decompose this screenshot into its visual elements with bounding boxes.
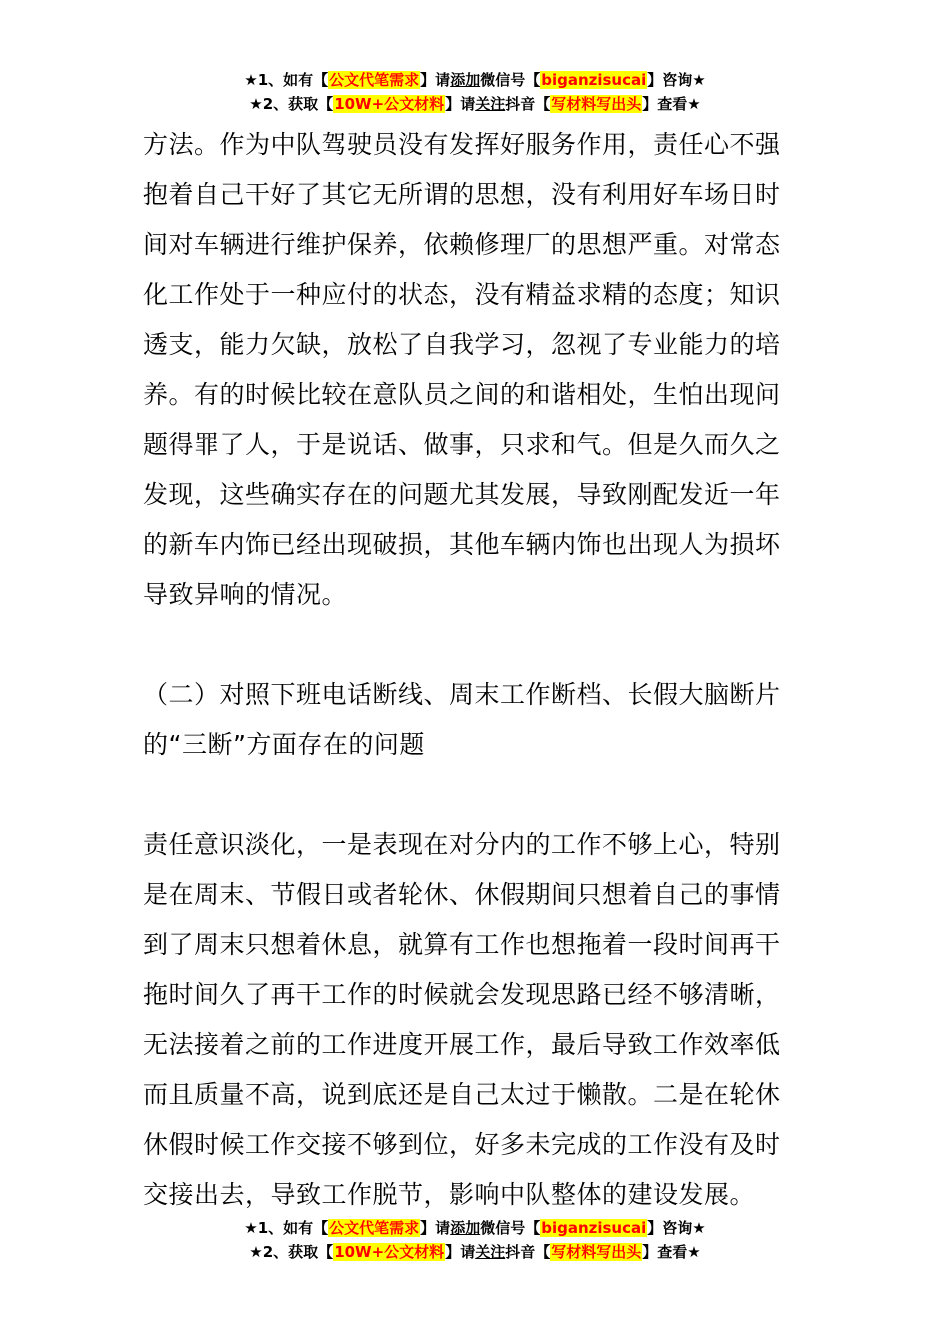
banner-underlined-text: 添加 bbox=[450, 71, 481, 89]
banner-line-1 bbox=[0, 1216, 950, 1240]
banner-text: ★1、如有【 bbox=[244, 1219, 329, 1237]
banner-highlight: 10W+公文材料 bbox=[334, 95, 445, 113]
paragraph-2 bbox=[143, 820, 813, 1220]
banner-text: 】请 bbox=[420, 1219, 451, 1237]
banner-underlined-text: 添加 bbox=[450, 1219, 481, 1237]
banner-text: 】咨询★ bbox=[647, 71, 706, 89]
banner-douyin-id: 写材料写出头 bbox=[551, 95, 642, 113]
text-line: 而且质量不高，说到底还是自己太过于懒散。二是在轮休 bbox=[143, 1080, 781, 1109]
text-line: 的新车内饰已经出现破损，其他车辆内饰也出现人为损坏 bbox=[143, 530, 781, 559]
text-line: 方法。作为中队驾驶员没有发挥好服务作用，责任心不强 bbox=[143, 130, 781, 159]
banner-wechat-id: biganzisucai bbox=[541, 71, 647, 89]
banner-text: 】请 bbox=[445, 95, 476, 113]
banner-wechat-id: biganzisucai bbox=[541, 1219, 647, 1237]
banner-text: 】查看★ bbox=[642, 95, 701, 113]
banner-underlined-text: 关注 bbox=[475, 95, 506, 113]
banner-text: 抖音【 bbox=[505, 1243, 551, 1261]
paragraph-spacer bbox=[143, 770, 813, 820]
heading-line: 的“三断”方面存在的问题 bbox=[143, 730, 425, 759]
footer-banner bbox=[0, 1216, 950, 1264]
banner-line-1 bbox=[0, 68, 950, 92]
section-heading bbox=[143, 670, 813, 770]
text-line: 题得罪了人，于是说话、做事，只求和气。但是久而久之 bbox=[143, 430, 781, 459]
text-line: 是在周末、节假日或者轮休、休假期间只想着自己的事情 bbox=[143, 880, 781, 909]
banner-text: 】请 bbox=[445, 1243, 476, 1261]
banner-highlight: 10W+公文材料 bbox=[334, 1243, 445, 1261]
text-line: 化工作处于一种应付的状态，没有精益求精的态度；知识 bbox=[143, 280, 781, 309]
banner-text: 微信号【 bbox=[480, 71, 541, 89]
text-line: 导致异响的情况。 bbox=[143, 580, 348, 609]
text-line: 养。有的时候比较在意队员之间的和谐相处，生怕出现问 bbox=[143, 380, 781, 409]
banner-text: 微信号【 bbox=[480, 1219, 541, 1237]
document-body bbox=[143, 120, 813, 1220]
text-line: 发现，这些确实存在的问题尤其发展，导致刚配发近一年 bbox=[143, 480, 781, 509]
text-line: 间对车辆进行维护保养，依赖修理厂的思想严重。对常态 bbox=[143, 230, 781, 259]
text-line: 透支，能力欠缺，放松了自我学习，忽视了专业能力的培 bbox=[143, 330, 781, 359]
text-line: 到了周末只想着休息，就算有工作也想拖着一段时间再干 bbox=[143, 930, 781, 959]
header-banner bbox=[0, 68, 950, 116]
banner-line-2 bbox=[0, 92, 950, 116]
banner-text: 】查看★ bbox=[642, 1243, 701, 1261]
heading-line: （二）对照下班电话断线、周末工作断档、长假大脑断片 bbox=[143, 680, 781, 709]
banner-highlight: 公文代笔需求 bbox=[329, 71, 420, 89]
text-line: 无法接着之前的工作进度开展工作，最后导致工作效率低 bbox=[143, 1030, 781, 1059]
banner-highlight: 公文代笔需求 bbox=[329, 1219, 420, 1237]
banner-text: ★2、获取【 bbox=[249, 95, 334, 113]
banner-text: ★1、如有【 bbox=[244, 71, 329, 89]
banner-text: 】请 bbox=[420, 71, 451, 89]
text-line: 休假时候工作交接不够到位，好多未完成的工作没有及时 bbox=[143, 1130, 781, 1159]
banner-line-2 bbox=[0, 1240, 950, 1264]
paragraph-spacer bbox=[143, 620, 813, 670]
banner-douyin-id: 写材料写出头 bbox=[551, 1243, 642, 1261]
banner-text: 抖音【 bbox=[505, 95, 551, 113]
text-line: 交接出去，导致工作脱节，影响中队整体的建设发展。 bbox=[143, 1180, 756, 1209]
banner-underlined-text: 关注 bbox=[475, 1243, 506, 1261]
text-line: 抱着自己干好了其它无所谓的思想，没有利用好车场日时 bbox=[143, 180, 781, 209]
text-line: 拖时间久了再干工作的时候就会发现思路已经不够清晰， bbox=[143, 980, 781, 1009]
paragraph-1 bbox=[143, 120, 813, 620]
banner-text: ★2、获取【 bbox=[249, 1243, 334, 1261]
banner-text: 】咨询★ bbox=[647, 1219, 706, 1237]
text-line: 责任意识淡化，一是表现在对分内的工作不够上心，特别 bbox=[143, 830, 781, 859]
